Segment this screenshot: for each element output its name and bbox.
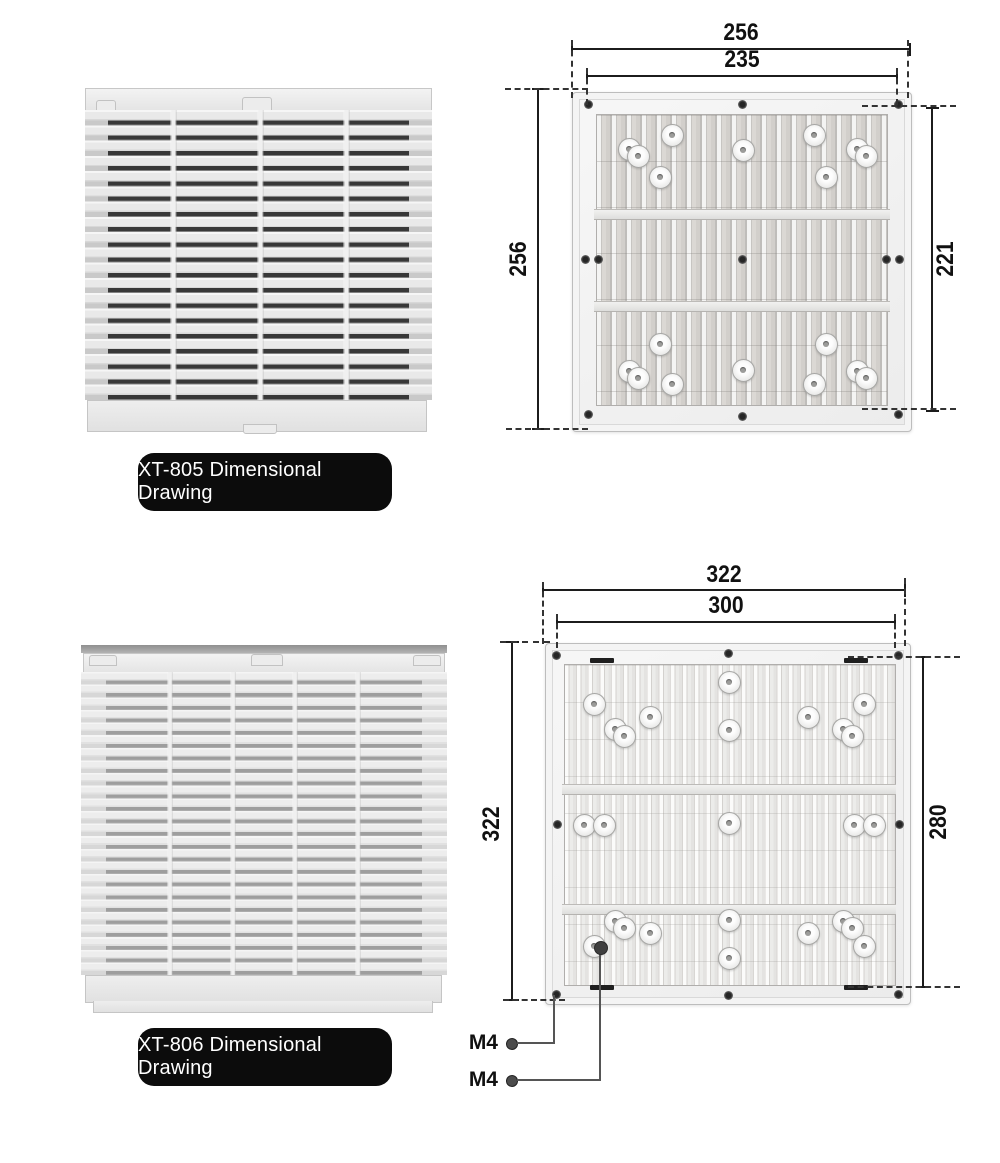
grommet	[732, 359, 755, 382]
grommet	[649, 166, 672, 189]
screw-hole	[552, 651, 561, 660]
grommet	[863, 814, 886, 837]
caption-xt806	[138, 1028, 392, 1086]
screw-hole	[882, 255, 891, 264]
screw-hole	[895, 820, 904, 829]
grommet	[718, 671, 741, 694]
front-top-strip	[81, 645, 447, 653]
dim-value-inner-height-805: 221	[932, 241, 959, 277]
front-bottom-base-lower	[93, 1001, 433, 1013]
extension-line	[586, 68, 588, 105]
extension-line	[503, 999, 565, 1001]
clip-mark	[844, 658, 868, 663]
dim-line-outer-height-806	[511, 642, 513, 1000]
dim-line-inner-height-806	[922, 657, 924, 987]
screw-hole	[724, 991, 733, 1000]
louver-divider	[292, 672, 298, 975]
extension-line	[862, 105, 956, 107]
thread-callout-label: M4	[468, 1068, 498, 1091]
grommet	[613, 725, 636, 748]
front-view-xt806	[81, 645, 447, 1013]
grommet	[718, 909, 741, 932]
grommet	[855, 367, 878, 390]
callout-leader	[517, 1079, 601, 1081]
grommet	[803, 124, 826, 147]
extension-line	[907, 40, 909, 98]
dim-line-inner-width-805	[587, 75, 897, 77]
grommet	[718, 719, 741, 742]
grommet	[583, 693, 606, 716]
grommet	[639, 922, 662, 945]
callout-target-hole	[594, 941, 608, 955]
grommet	[853, 693, 876, 716]
grommet	[613, 917, 636, 940]
front-view-xt805	[85, 88, 432, 432]
clip-mark	[590, 658, 614, 663]
dim-value-inner-width-806: 300	[708, 592, 744, 619]
screw-hole	[894, 410, 903, 419]
caption-xt805	[138, 453, 392, 511]
dim-line-outer-width-806	[543, 589, 905, 591]
extension-line	[505, 88, 588, 90]
base-notch	[243, 424, 277, 434]
callout-dot	[506, 1038, 518, 1050]
extension-line	[500, 641, 550, 643]
extension-line	[894, 614, 896, 648]
grommet	[803, 373, 826, 396]
grommet	[853, 935, 876, 958]
screw-hole	[738, 100, 747, 109]
dim-value-outer-height-805: 256	[505, 241, 532, 277]
thread-callout-label: M4	[468, 1031, 498, 1054]
callout-leader	[553, 995, 555, 1044]
screw-hole	[895, 255, 904, 264]
screw-hole	[738, 255, 747, 264]
grommet	[797, 922, 820, 945]
grommet	[718, 812, 741, 835]
extension-line	[848, 986, 960, 988]
screw-hole	[553, 820, 562, 829]
extension-line	[904, 578, 906, 646]
extension-line	[848, 656, 960, 658]
grommet	[797, 706, 820, 729]
callout-leader	[517, 1042, 555, 1044]
grommet	[841, 725, 864, 748]
grommet	[627, 145, 650, 168]
filter-rail	[594, 209, 890, 220]
grommet	[815, 166, 838, 189]
dim-value-inner-width-805: 235	[724, 46, 760, 73]
filter-rail	[594, 301, 890, 312]
callout-leader	[599, 951, 601, 1081]
grommet	[815, 333, 838, 356]
louver-divider	[343, 110, 350, 400]
screw-hole	[724, 649, 733, 658]
dim-value-outer-height-806: 322	[478, 806, 505, 842]
dim-line-outer-height-805	[537, 89, 539, 429]
louver-divider	[230, 672, 236, 975]
grommet	[718, 947, 741, 970]
grommet	[649, 333, 672, 356]
cap-tab	[413, 655, 441, 666]
louver-divider	[170, 110, 177, 400]
grommet	[639, 706, 662, 729]
back-view-xt805	[572, 92, 912, 432]
grommet	[661, 124, 684, 147]
extension-line	[896, 68, 898, 105]
dim-value-inner-height-806: 280	[925, 804, 952, 840]
grommet	[661, 373, 684, 396]
grommet	[855, 145, 878, 168]
screw-hole	[584, 410, 593, 419]
screw-hole	[738, 412, 747, 421]
grommet	[593, 814, 616, 837]
caption-text: XT-806 Dimensional Drawing	[138, 1034, 322, 1079]
louver-divider	[257, 110, 264, 400]
front-bottom-base	[85, 975, 442, 1003]
cap-tab	[251, 654, 283, 666]
caption-text: XT-805 Dimensional Drawing	[138, 459, 322, 504]
filter-rail	[562, 784, 896, 795]
screw-hole	[581, 255, 590, 264]
louver-divider	[355, 672, 361, 975]
dim-line-inner-width-806	[557, 621, 895, 623]
grommet	[627, 367, 650, 390]
screw-hole	[894, 990, 903, 999]
dim-value-outer-width-805: 256	[723, 19, 759, 46]
extension-line	[862, 408, 956, 410]
cap-tab	[89, 655, 117, 666]
callout-dot	[506, 1075, 518, 1087]
extension-line	[506, 428, 588, 430]
extension-line	[542, 582, 544, 644]
extension-line	[556, 614, 558, 648]
screw-hole	[594, 255, 603, 264]
grommet	[732, 139, 755, 162]
louver-slots	[106, 672, 422, 975]
clip-mark	[590, 985, 614, 990]
dim-value-outer-width-806: 322	[706, 561, 742, 588]
louver-divider	[167, 672, 173, 975]
